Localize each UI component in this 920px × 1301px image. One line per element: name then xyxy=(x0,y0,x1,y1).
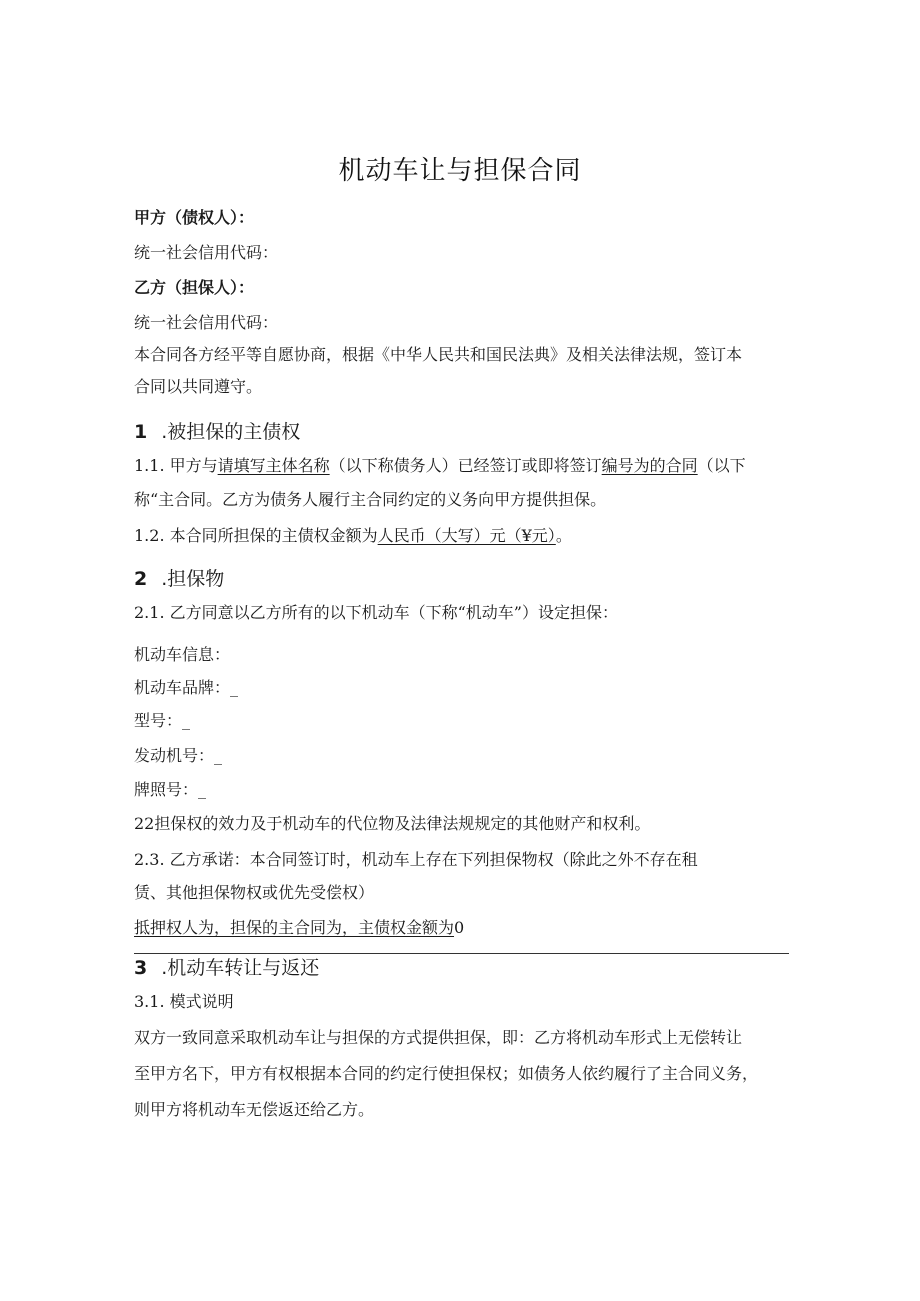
clause-3-1-para-line-2: 至甲方名下，甲方有权根据本合同的约定行使担保权；如债务人依约履行了主合同义务， xyxy=(134,1064,759,1083)
vehicle-model-field: 型号：_ xyxy=(134,711,191,730)
mortgage-details-blank: 抵押权人为，担保的主合同为，主债权金额为 xyxy=(134,918,455,937)
clause-1-2-suffix: 。 xyxy=(555,526,572,545)
section-1-heading xyxy=(134,421,300,443)
section-3-heading xyxy=(134,957,319,979)
contract-number-blank: 编号为的合同 xyxy=(601,456,698,475)
section-1-title: .被担保的主债权 xyxy=(161,421,301,443)
engine-number-field: 发动机号：_ xyxy=(134,746,223,765)
clause-2-3-line-1: 2.3. 乙方承诺：本合同签订时，机动车上存在下列担保物权（除此之外不存在租 xyxy=(134,850,698,869)
plate-number-field: 牌照号：_ xyxy=(134,780,207,799)
horizontal-divider xyxy=(134,953,789,954)
section-2-heading xyxy=(134,568,224,590)
clause-2-2: 22担保权的效力及于机动车的代位物及法律法规规定的其他财产和权利。 xyxy=(134,814,651,833)
clause-2-1: 2.1. 乙方同意以乙方所有的以下机动车（下称“机动车”）设定担保： xyxy=(134,603,618,622)
clause-1-1-line-2: 称“主合同。乙方为债务人履行主合同约定的义务向甲方提供担保。 xyxy=(134,490,607,509)
vehicle-info-label: 机动车信息： xyxy=(134,645,231,664)
document-title: 机动车让与担保合同 xyxy=(338,156,582,186)
section-2-number: 2 xyxy=(134,568,148,590)
clause-3-1-heading: 3.1. 模式说明 xyxy=(134,992,234,1011)
mortgage-amount-tail: 0 xyxy=(454,918,465,937)
party-a-label: 甲方（债权人）： xyxy=(134,208,255,227)
clause-3-1-para-line-3: 则甲方将机动车无偿返还给乙方。 xyxy=(134,1100,375,1119)
clause-2-3-mortgage-line xyxy=(134,918,464,938)
preamble-line-2: 合同以共同遵守。 xyxy=(134,377,263,396)
clause-3-1-para-line-1: 双方一致同意采取机动车让与担保的方式提供担保，即：乙方将机动车形式上无偿转让 xyxy=(134,1028,743,1047)
clause-1-2-prefix: 1.2. 本合同所担保的主债权金额为 xyxy=(134,526,378,545)
section-3-title: .机动车转让与返还 xyxy=(161,957,320,979)
clause-1-1-suffix: （以下 xyxy=(697,456,746,475)
section-3-number: 3 xyxy=(134,957,148,979)
preamble-line-1: 本合同各方经平等自愿协商，根据《中华人民共和国民法典》及相关法律法规，签订本 xyxy=(134,345,743,364)
section-2-title: .担保物 xyxy=(161,568,225,590)
party-b-credit-code: 统一社会信用代码： xyxy=(134,313,279,332)
debtor-name-blank: 请填写主体名称 xyxy=(217,456,330,475)
clause-1-1-mid: （以下称债务人）已经签订或即将签订 xyxy=(329,456,602,475)
clause-1-1-prefix: 1.1. 甲方与 xyxy=(134,456,218,475)
party-a-credit-code: 统一社会信用代码： xyxy=(134,243,279,262)
clause-2-3-line-2: 赁、其他担保物权或优先受偿权） xyxy=(134,883,375,902)
section-1-number: 1 xyxy=(134,421,148,443)
clause-1-2 xyxy=(134,526,572,546)
party-b-label: 乙方（担保人）： xyxy=(134,278,255,297)
clause-1-1-line-1 xyxy=(134,456,746,476)
amount-blank: 人民币（大写）元（¥元） xyxy=(377,526,556,545)
vehicle-brand-field: 机动车品牌：_ xyxy=(134,678,239,697)
